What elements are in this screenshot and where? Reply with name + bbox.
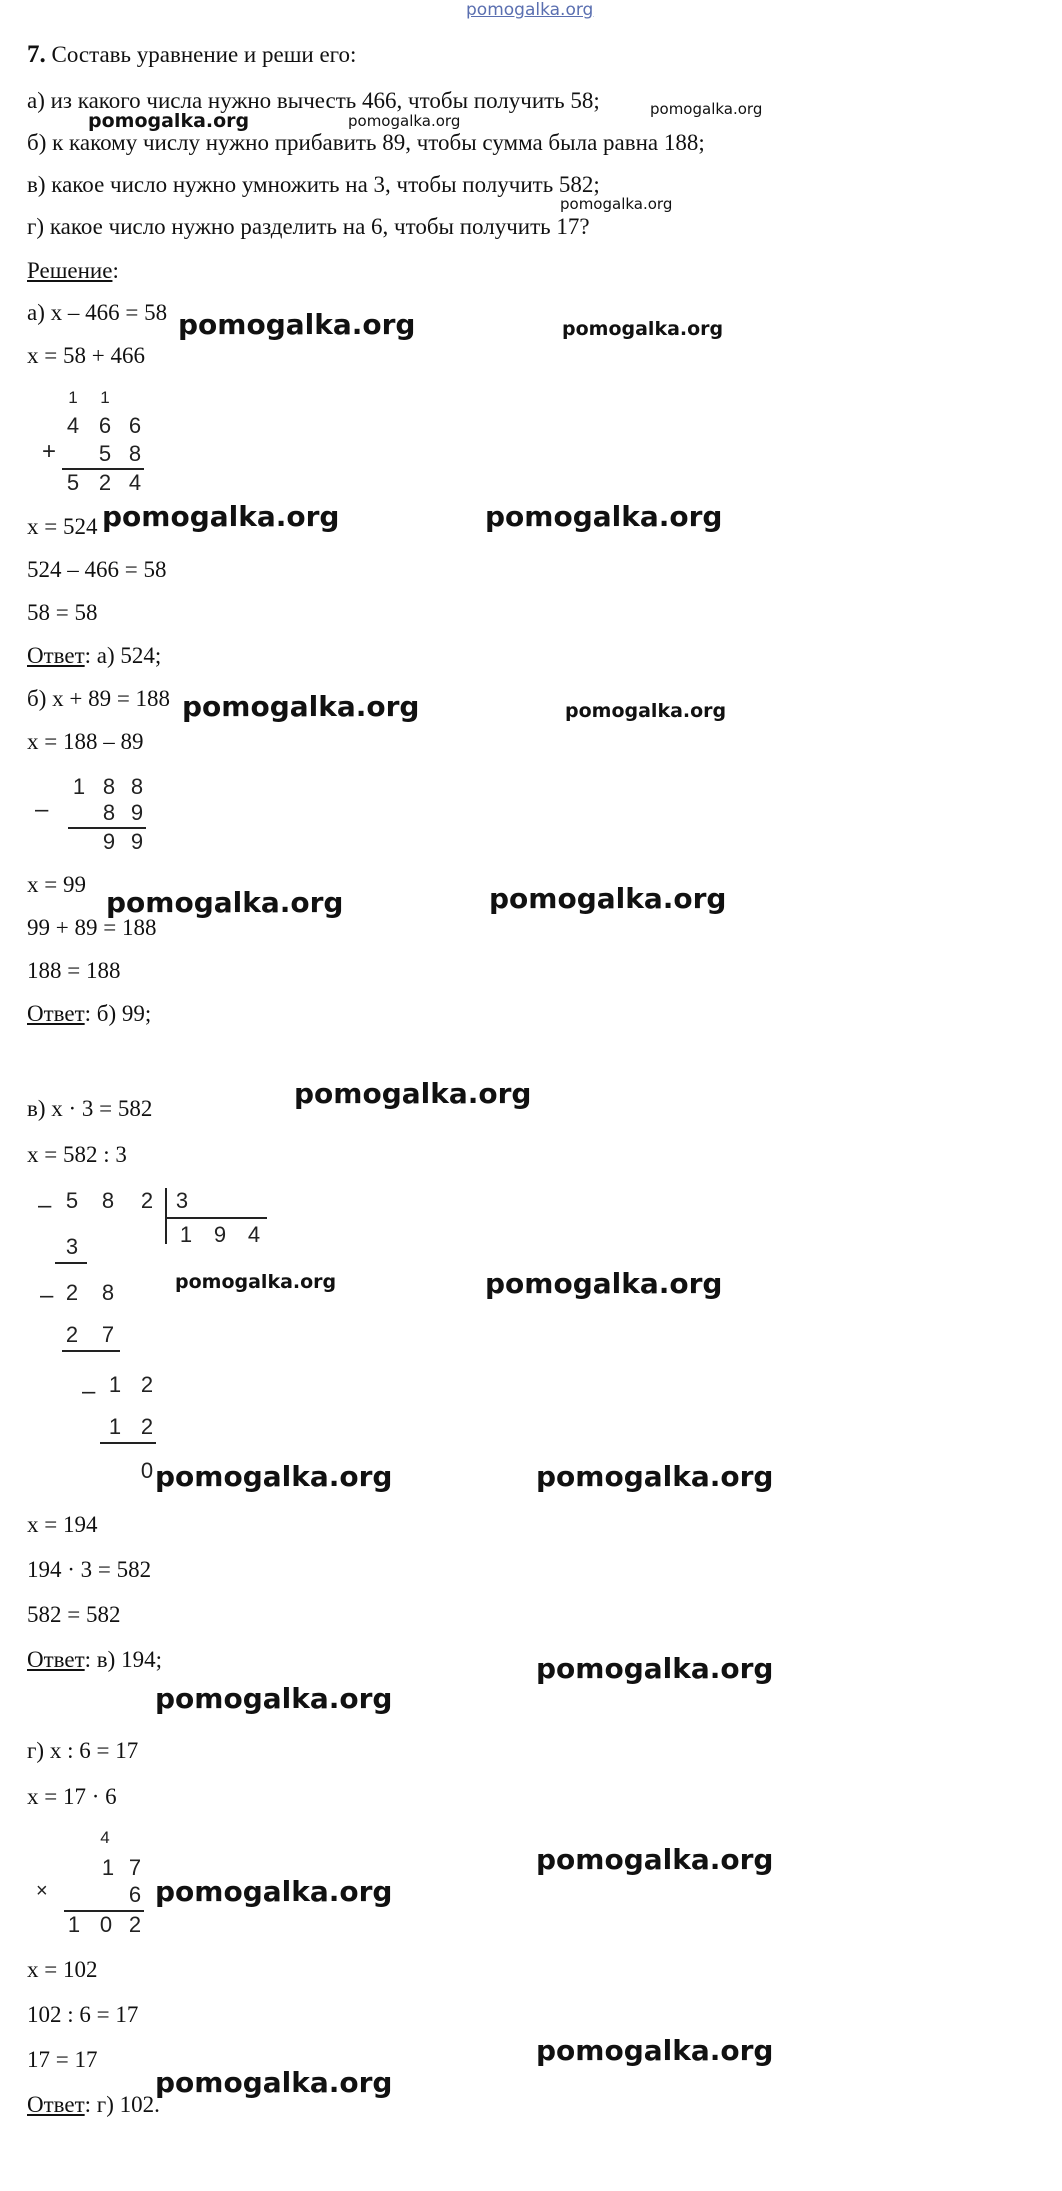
watermark: pomogalka.org bbox=[155, 1682, 393, 1715]
remainder-digit: 0 bbox=[140, 1458, 154, 1483]
task-header bbox=[27, 40, 356, 70]
watermark: pomogalka.org bbox=[536, 2034, 774, 2067]
part-c-line-2: х = 582 : 3 bbox=[27, 1142, 127, 1167]
top-digit: 7 bbox=[128, 1855, 142, 1880]
watermark: pomogalka.org bbox=[102, 500, 340, 533]
part-a-line-2: х = 58 + 466 bbox=[27, 343, 145, 368]
result-digit: 0 bbox=[99, 1912, 113, 1937]
task-number: 7. bbox=[27, 41, 46, 68]
watermark: pomogalka.org bbox=[294, 1077, 532, 1110]
top-digit: 1 bbox=[101, 1855, 115, 1880]
part-d-line-3: х = 102 bbox=[27, 1957, 98, 1982]
part-d-answer bbox=[27, 2090, 160, 2120]
part-b-answer bbox=[27, 999, 151, 1029]
part-d-line-2: х = 17 · 6 bbox=[27, 1784, 117, 1809]
step-line bbox=[62, 1350, 120, 1352]
top-digit: 8 bbox=[102, 774, 116, 799]
part-d-line-4: 102 : 6 = 17 bbox=[27, 2002, 139, 2027]
answer-value: : в) 194; bbox=[84, 1647, 162, 1672]
part-b-line-5: 188 = 188 bbox=[27, 958, 121, 983]
watermark: pomogalka.org bbox=[348, 112, 461, 130]
answer-label: Ответ bbox=[27, 2092, 85, 2117]
result-digit: 4 bbox=[128, 470, 142, 495]
top-watermark: pomogalka.org bbox=[466, 0, 594, 20]
part-d-line-5: 17 = 17 bbox=[27, 2047, 98, 2072]
step-digit: 1 bbox=[108, 1414, 122, 1439]
step-line bbox=[100, 1442, 156, 1444]
top-digit: 1 bbox=[72, 774, 86, 799]
task-item-c: в) какое число нужно умножить на 3, чтобы получить 582; bbox=[27, 172, 600, 197]
result-digit: 9 bbox=[102, 829, 116, 854]
step-digit: 8 bbox=[101, 1280, 115, 1305]
part-a-line-5: 58 = 58 bbox=[27, 600, 98, 625]
watermark: pomogalka.org bbox=[536, 1460, 774, 1493]
watermark: pomogalka.org bbox=[182, 690, 420, 723]
step-digit: 2 bbox=[140, 1414, 154, 1439]
result-digit: 5 bbox=[66, 470, 80, 495]
minus-sign: – bbox=[82, 1378, 96, 1405]
times-sign: × bbox=[36, 1880, 48, 1902]
watermark: pomogalka.org bbox=[650, 100, 763, 118]
result-digit: 2 bbox=[128, 1912, 142, 1937]
watermark: pomogalka.org bbox=[565, 700, 727, 722]
dividend-digit: 8 bbox=[101, 1188, 115, 1213]
quotient-digit: 1 bbox=[179, 1222, 193, 1247]
task-title: Составь уравнение и реши его: bbox=[51, 42, 357, 67]
result-digit: 1 bbox=[67, 1912, 81, 1937]
watermark: pomogalka.org bbox=[560, 195, 673, 213]
answer-label: Ответ bbox=[27, 1001, 85, 1026]
divisor: 3 bbox=[175, 1188, 189, 1213]
step-digit: 7 bbox=[101, 1322, 115, 1347]
minus-sign: – bbox=[40, 1282, 54, 1309]
step-digit: 2 bbox=[65, 1322, 79, 1347]
watermark: pomogalka.org bbox=[178, 308, 416, 341]
watermark: pomogalka.org bbox=[155, 2066, 393, 2099]
task-item-d: г) какое число нужно разделить на 6, чтобы получить 17? bbox=[27, 214, 590, 239]
answer-value: : а) 524; bbox=[84, 643, 162, 668]
watermark: pomogalka.org bbox=[485, 500, 723, 533]
watermark: pomogalka.org bbox=[88, 110, 250, 132]
part-c-line-3: х = 194 bbox=[27, 1512, 98, 1537]
quotient-digit: 4 bbox=[247, 1222, 261, 1247]
carry-digit: 1 bbox=[68, 388, 78, 407]
result-digit: 9 bbox=[130, 829, 144, 854]
bottom-digit: 6 bbox=[128, 1882, 142, 1907]
step-digit: 1 bbox=[108, 1372, 122, 1397]
answer-value: : б) 99; bbox=[84, 1001, 152, 1026]
part-c-line-4: 194 · 3 = 582 bbox=[27, 1557, 152, 1582]
bottom-digit: 5 bbox=[98, 441, 112, 466]
part-b-line-2: х = 188 – 89 bbox=[27, 729, 144, 754]
watermark: pomogalka.org bbox=[489, 882, 727, 915]
part-a-line-3: х = 524 bbox=[27, 514, 98, 539]
part-a-line-1: а) х – 466 = 58 bbox=[27, 300, 168, 325]
part-a-line-4: 524 – 466 = 58 bbox=[27, 557, 167, 582]
top-digit: 6 bbox=[128, 413, 142, 438]
top-digit: 4 bbox=[66, 413, 80, 438]
task-item-b: б) к какому числу нужно прибавить 89, чтобы сумма была равна 188; bbox=[27, 130, 705, 155]
result-digit: 2 bbox=[98, 470, 112, 495]
step-digit: 2 bbox=[65, 1280, 79, 1305]
plus-sign: + bbox=[42, 438, 57, 465]
answer-value: : г) 102. bbox=[84, 2092, 160, 2117]
part-d-line-1: г) х : 6 = 17 bbox=[27, 1738, 139, 1763]
part-c-answer bbox=[27, 1645, 162, 1675]
watermark: pomogalka.org bbox=[485, 1267, 723, 1300]
watermark: pomogalka.org bbox=[536, 1652, 774, 1685]
top-digit: 6 bbox=[98, 413, 112, 438]
task-item-a: а) из какого числа нужно вычесть 466, чтобы получить 58; bbox=[27, 88, 600, 113]
step-line bbox=[55, 1262, 87, 1264]
bottom-digit: 8 bbox=[102, 800, 116, 825]
dividend-digit: 2 bbox=[140, 1188, 154, 1213]
watermark: pomogalka.org bbox=[155, 1460, 393, 1493]
watermark: pomogalka.org bbox=[175, 1271, 337, 1293]
dividend-digit: 5 bbox=[65, 1188, 79, 1213]
part-b-line-1: б) х + 89 = 188 bbox=[27, 686, 171, 711]
bottom-digit: 9 bbox=[130, 800, 144, 825]
watermark: pomogalka.org bbox=[536, 1843, 774, 1876]
part-a-answer bbox=[27, 641, 161, 671]
quotient-digit: 9 bbox=[213, 1222, 227, 1247]
carry-digit: 4 bbox=[100, 1828, 110, 1847]
minus-sign: – bbox=[35, 796, 49, 823]
part-b-line-4: 99 + 89 = 188 bbox=[27, 915, 157, 940]
part-c-line-1: в) х · 3 = 582 bbox=[27, 1096, 153, 1121]
step-digit: 3 bbox=[65, 1234, 79, 1259]
minus-sign: – bbox=[38, 1192, 52, 1219]
watermark: pomogalka.org bbox=[155, 1875, 393, 1908]
part-b-line-3: х = 99 bbox=[27, 872, 86, 897]
answer-label: Ответ bbox=[27, 643, 85, 668]
carry-digit: 1 bbox=[100, 388, 110, 407]
quotient-line bbox=[165, 1217, 267, 1219]
solution-heading: Решение: bbox=[27, 258, 119, 283]
division-bar bbox=[165, 1188, 167, 1244]
top-digit: 8 bbox=[130, 774, 144, 799]
bottom-digit: 8 bbox=[128, 441, 142, 466]
step-digit: 2 bbox=[140, 1372, 154, 1397]
watermark: pomogalka.org bbox=[562, 318, 724, 340]
watermark: pomogalka.org bbox=[106, 886, 344, 919]
answer-label: Ответ bbox=[27, 1647, 85, 1672]
part-c-line-5: 582 = 582 bbox=[27, 1602, 121, 1627]
solution-label: Решение bbox=[27, 258, 113, 283]
